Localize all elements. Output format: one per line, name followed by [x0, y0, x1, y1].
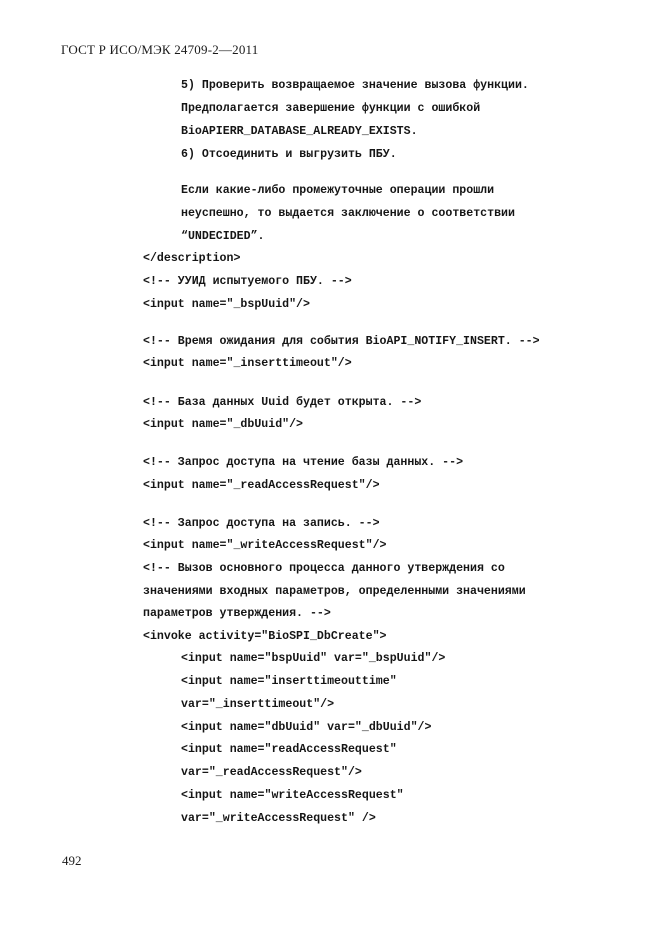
- code-line: “UNDECIDED”.: [181, 230, 265, 243]
- code-line: <!-- База данных Uuid будет открыта. -->: [143, 396, 422, 409]
- code-line: 5) Проверить возвращаемое значение вызова функции.: [181, 79, 529, 92]
- code-line: значениями входных параметров, определенными значениями: [143, 585, 526, 598]
- code-line: <input name="bspUuid" var="_bspUuid"/>: [181, 652, 446, 665]
- document-header: ГОСТ Р ИСО/МЭК 24709-2—2011: [61, 42, 259, 57]
- code-line: <invoke activity="BioSPI_DbCreate">: [143, 630, 387, 643]
- code-line: <input name="_writeAccessRequest"/>: [143, 539, 387, 552]
- code-line: <input name="_inserttimeout"/>: [143, 357, 352, 370]
- code-line: <input name="_bspUuid"/>: [143, 298, 310, 311]
- code-line: <input name="_dbUuid"/>: [143, 418, 304, 431]
- code-line: неуспешно, то выдается заключение о соответствии: [181, 207, 515, 220]
- page-number: 492: [62, 853, 82, 868]
- code-line: Если какие-либо промежуточные операции прошли: [181, 184, 495, 197]
- code-line: <input name="writeAccessRequest": [181, 789, 404, 802]
- code-line: var="_writeAccessRequest" />: [181, 812, 376, 825]
- code-line: <input name="inserttimeouttime": [181, 675, 397, 688]
- code-line: <!-- Вызов основного процесса данного утверждения со: [143, 562, 505, 575]
- code-line: 6) Отсоединить и выгрузить ПБУ.: [181, 148, 397, 161]
- code-line: </description>: [143, 252, 241, 265]
- code-line: BioAPIERR_DATABASE_ALREADY_EXISTS.: [181, 125, 418, 138]
- code-line: <!-- Время ожидания для события BioAPI_NOTIFY_INSERT. -->: [143, 335, 540, 348]
- code-line: <!-- Запрос доступа на чтение базы данных. -->: [143, 456, 464, 469]
- code-line: var="_inserttimeout"/>: [181, 698, 335, 711]
- code-line: <input name="_readAccessRequest"/>: [143, 479, 380, 492]
- code-line: параметров утверждения. -->: [143, 607, 331, 620]
- code-line: <input name="dbUuid" var="_dbUuid"/>: [181, 721, 432, 734]
- code-line: <input name="readAccessRequest": [181, 743, 397, 756]
- code-line: <!-- УУИД испытуемого ПБУ. -->: [143, 275, 352, 288]
- code-line: var="_readAccessRequest"/>: [181, 766, 362, 779]
- code-line: Предполагается завершение функции с ошибкой: [181, 102, 481, 115]
- code-line: <!-- Запрос доступа на запись. -->: [143, 517, 380, 530]
